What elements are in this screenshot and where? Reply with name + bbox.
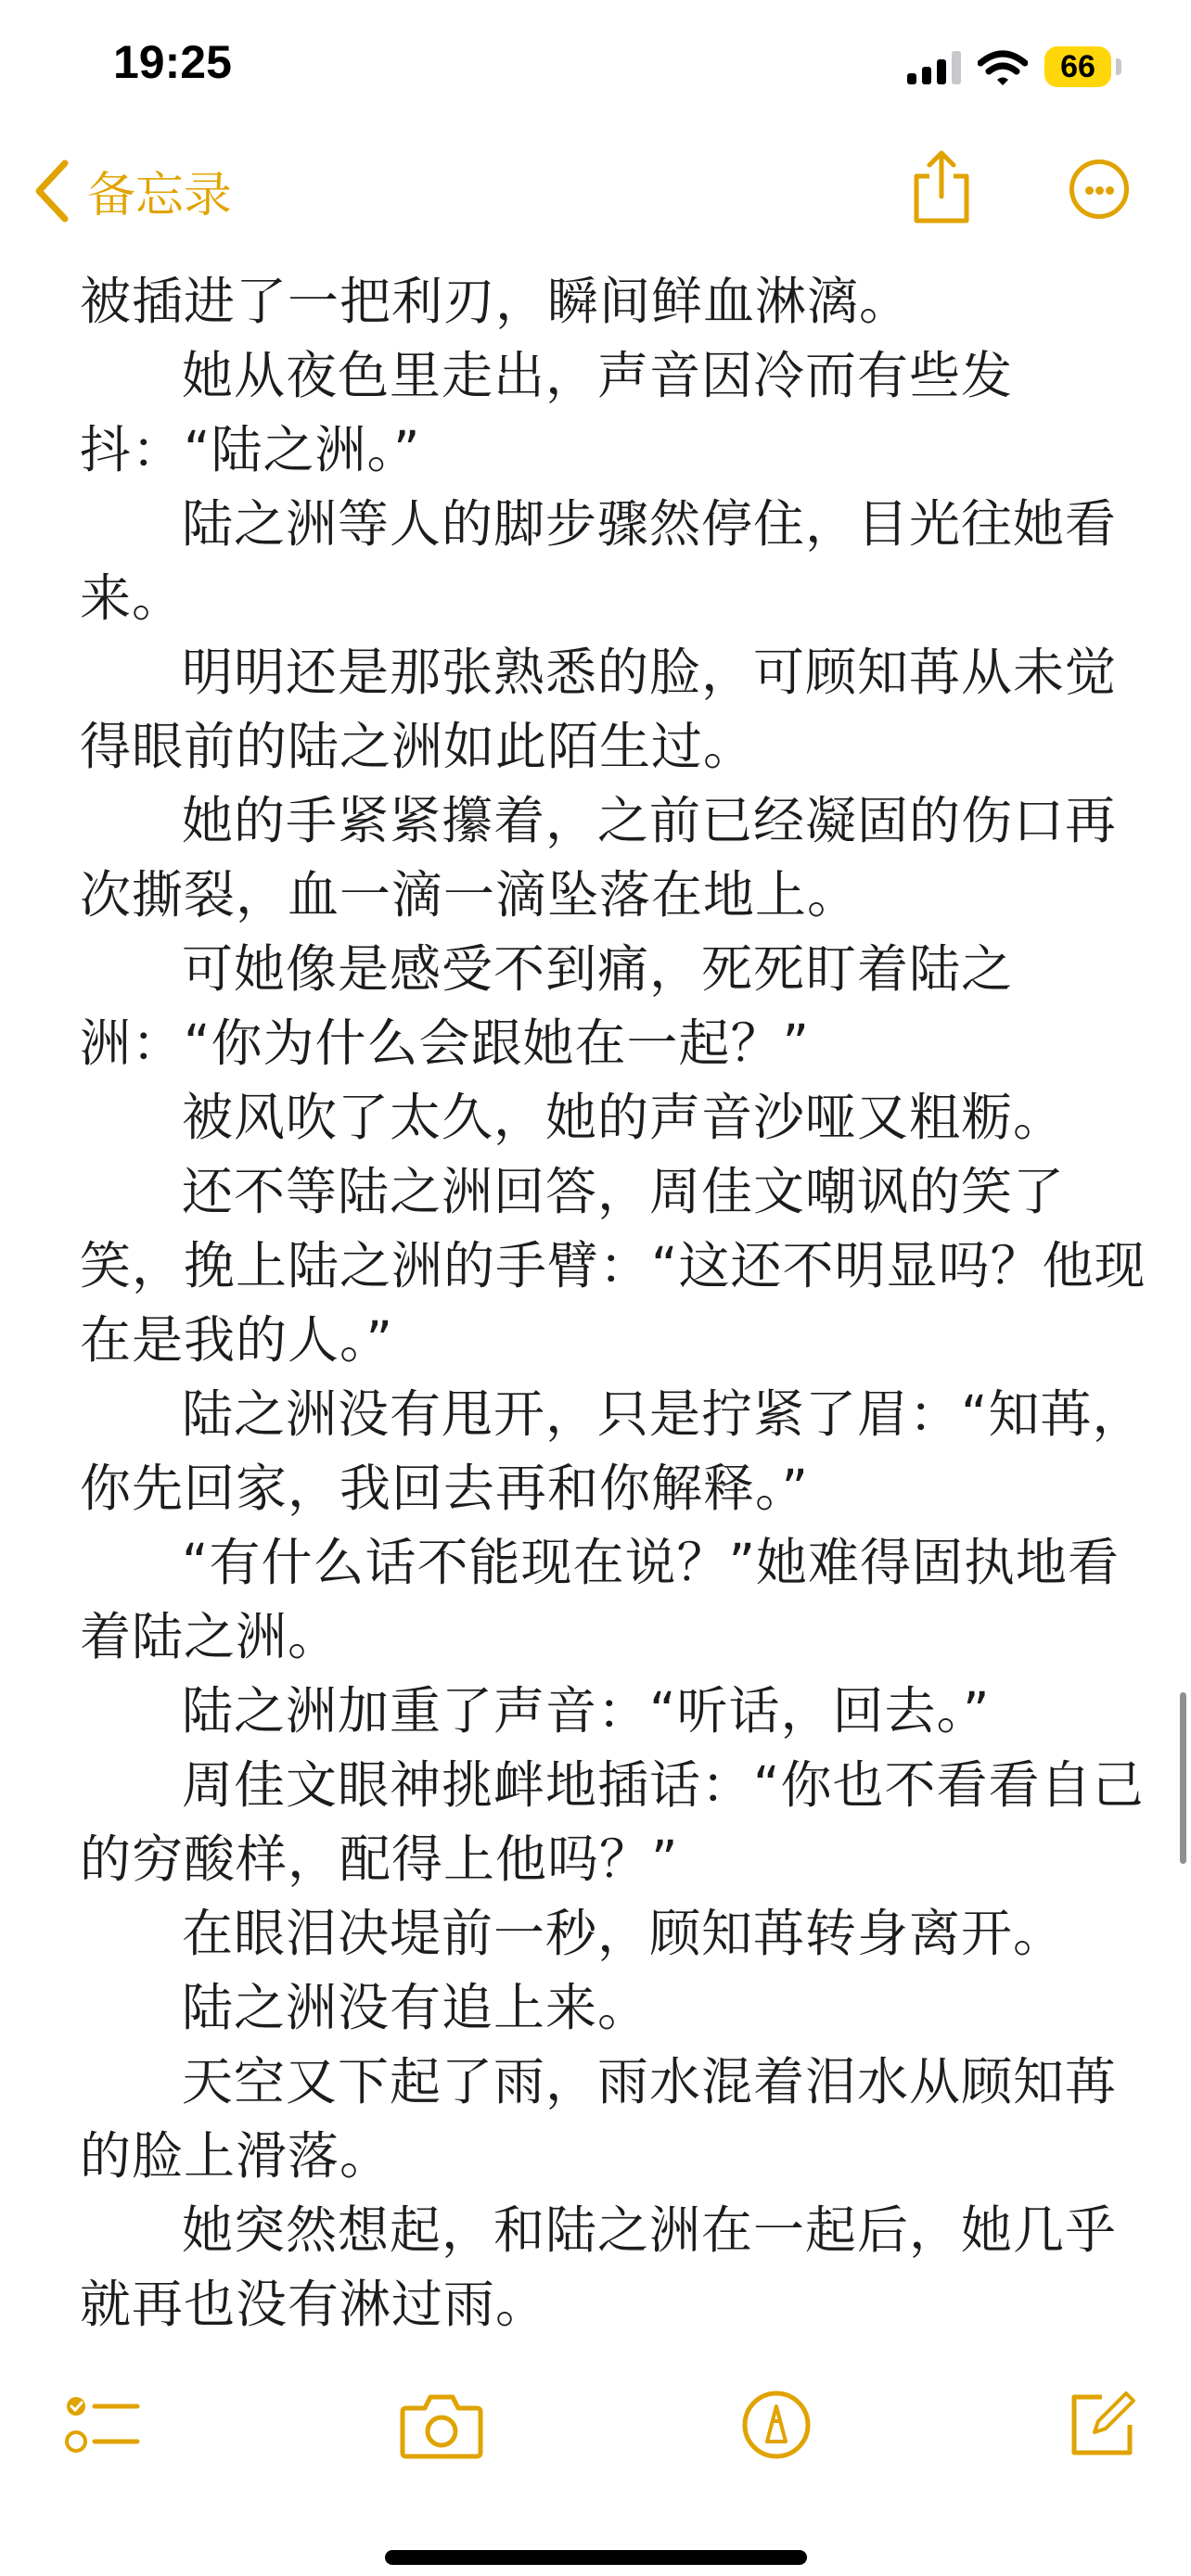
battery-icon: 66 [1044, 46, 1111, 87]
back-label: 备忘录 [87, 168, 233, 223]
note-paragraph: 陆之洲加重了声音：“听话，回去。” [182, 1681, 991, 1741]
note-paragraph: 明明还是那张熟悉的脸，可顾知苒从未觉得眼前的陆之洲如此陌生过。 [80, 643, 1118, 776]
note-paragraph: 周佳文眼神挑衅地插话：“你也不看看自己的穷酸样，配得上他吗？” [80, 1755, 1145, 1889]
status-time: 19:25 [113, 36, 232, 88]
cellular-signal-icon [907, 51, 961, 84]
note-paragraph: 陆之洲没有追上来。 [182, 1978, 650, 2037]
note-paragraph: 她从夜色里走出，声音因冷而有些发抖：“陆之洲。” [80, 346, 1014, 479]
status-bar [0, 0, 1191, 130]
scroll-indicator[interactable] [1180, 1692, 1186, 1864]
note-paragraph: 在眼泪决堤前一秒，顾知苒转身离开。 [182, 1904, 1066, 1963]
note-paragraph: 陆之洲等人的脚步骤然停住，目光往她看来。 [80, 494, 1118, 628]
note-paragraph: 被风吹了太久，她的声音沙哑又粗粝。 [182, 1088, 1066, 1147]
compose-icon[interactable] [1065, 2388, 1139, 2462]
note-body[interactable] [80, 264, 1146, 2341]
note-paragraph: 还不等陆之洲回答，周佳文嘲讽的笑了笑，挽上陆之洲的手臂：“这还不明显吗？他现在是我的人。” [80, 1162, 1146, 1370]
camera-icon[interactable] [399, 2388, 484, 2462]
note-paragraph: “有什么话不能现在说？”她难得固执地看着陆之洲。 [80, 1533, 1120, 1666]
share-icon[interactable] [909, 148, 974, 226]
bottom-toolbar [0, 2378, 1191, 2490]
chevron-left-icon [33, 159, 70, 223]
home-indicator[interactable] [385, 2550, 807, 2565]
battery-cap [1116, 58, 1121, 75]
back-button[interactable] [33, 156, 232, 225]
nav-bar [0, 139, 1191, 246]
more-icon[interactable] [1069, 159, 1129, 219]
note-paragraph: 被插进了一把利刃，瞬间鲜血淋漓。 [80, 272, 912, 331]
note-paragraph: 天空又下起了雨，雨水混着泪水从顾知苒的脸上滑落。 [80, 2052, 1118, 2186]
note-paragraph: 可她像是感受不到痛，死死盯着陆之洲：“你为什么会跟她在一起？” [80, 939, 1014, 1073]
checklist-icon[interactable] [63, 2388, 141, 2462]
markup-pen-icon[interactable] [739, 2388, 813, 2462]
note-paragraph: 陆之洲没有甩开，只是拧紧了眉：“知苒，你先回家，我回去再和你解释。” [80, 1384, 1145, 1518]
note-paragraph: 她的手紧紧攥着，之前已经凝固的伤口再次撕裂，血一滴一滴坠落在地上。 [80, 791, 1118, 925]
note-paragraph: 她突然想起，和陆之洲在一起后，她几乎就再也没有淋过雨。 [80, 2200, 1118, 2334]
wifi-icon [978, 50, 1028, 87]
